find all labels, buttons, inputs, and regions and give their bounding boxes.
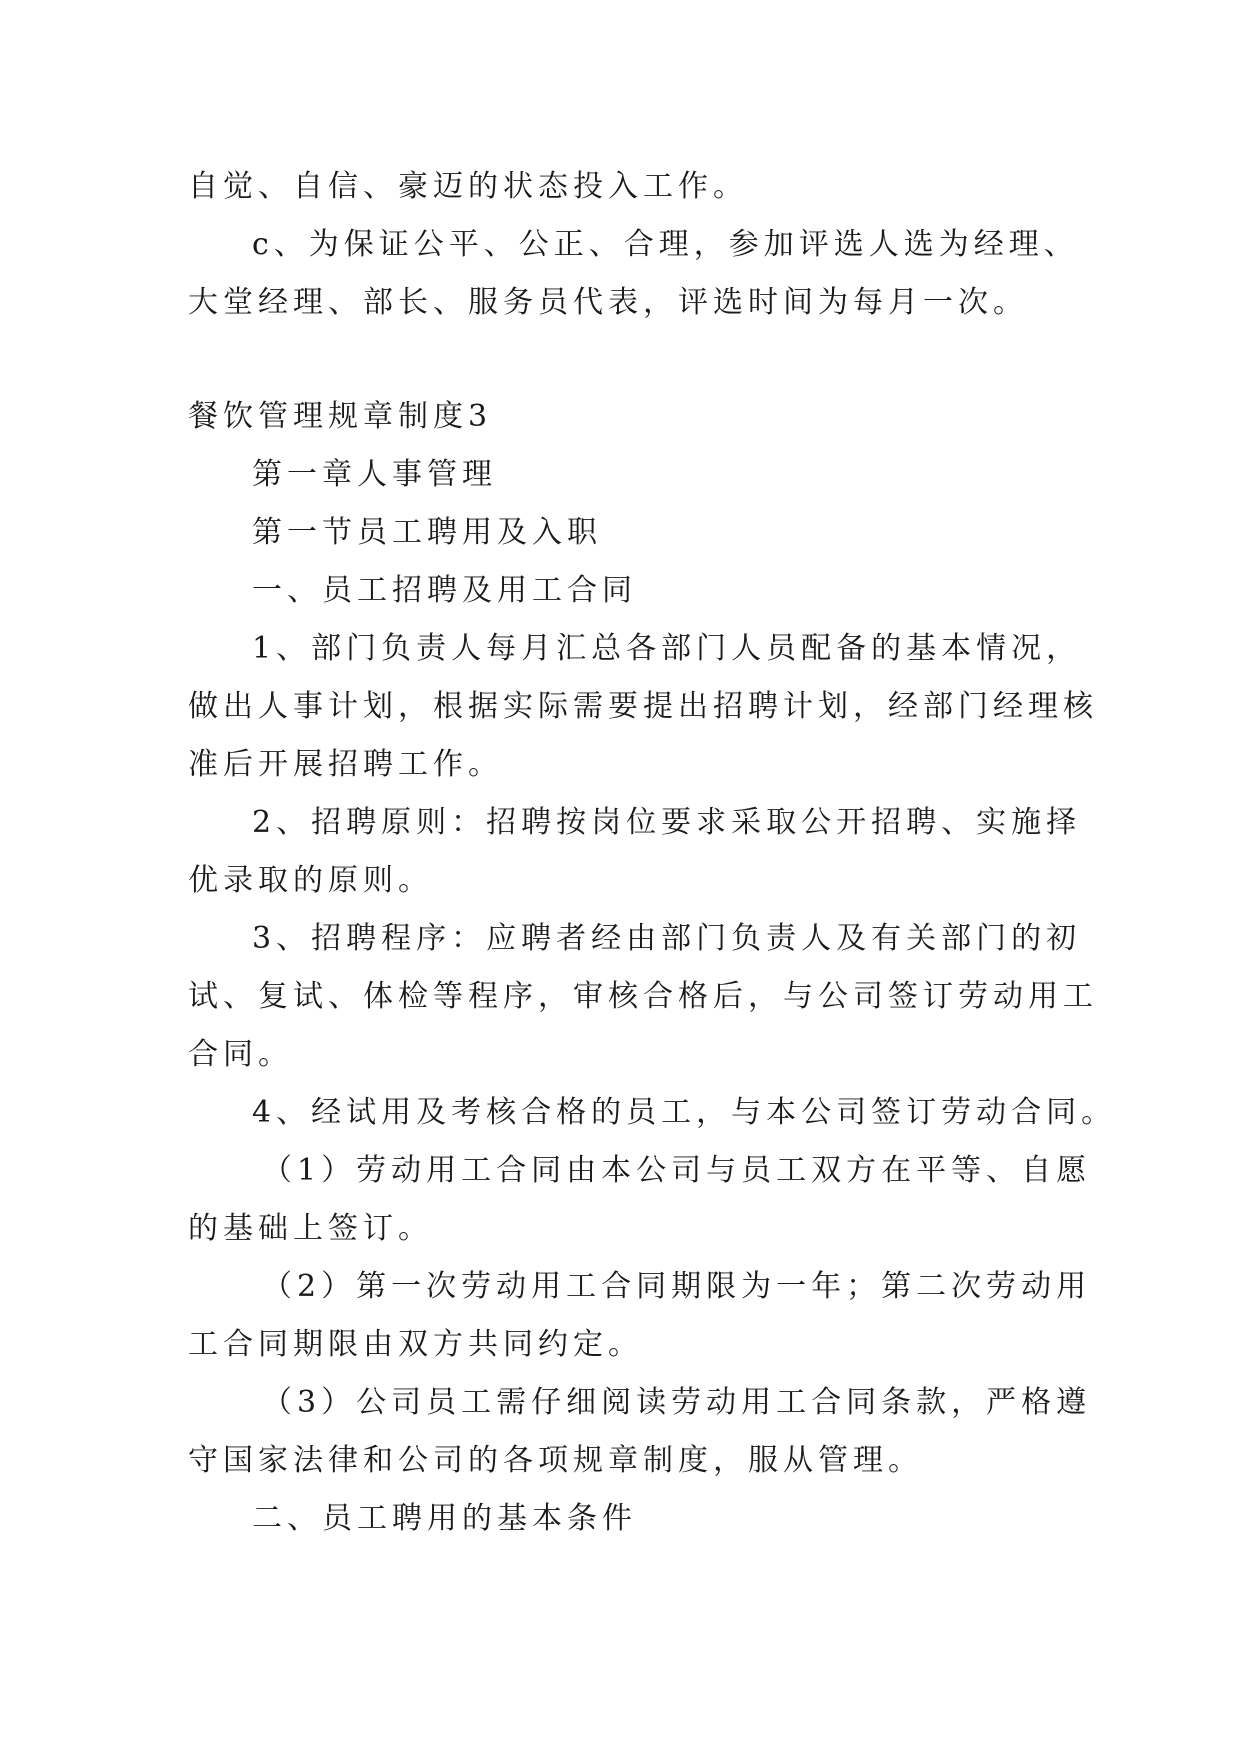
paragraph-line: （1）劳动用工合同由本公司与员工双方在平等、自愿 <box>262 1153 1092 1188</box>
paragraph-line: 3、招聘程序：应聘者经由部门负责人及有关部门的初 <box>252 921 1082 956</box>
paragraph-line: 试、复试、体检等程序，审核合格后，与公司签订劳动用工 <box>188 979 1098 1014</box>
subsection-heading: 二、员工聘用的基本条件 <box>252 1501 637 1536</box>
paragraph-line: （3）公司员工需仔细阅读劳动用工合同条款，严格遵 <box>262 1385 1092 1420</box>
paragraph-line: 的基础上签订。 <box>188 1211 433 1246</box>
paragraph-line: 做出人事计划，根据实际需要提出招聘计划，经部门经理核 <box>188 689 1098 724</box>
section-heading: 第一节员工聘用及入职 <box>252 515 602 550</box>
chapter-heading: 第一章人事管理 <box>252 457 497 492</box>
paragraph-line: 优录取的原则。 <box>188 863 433 898</box>
paragraph-line: （2）第一次劳动用工合同期限为一年；第二次劳动用 <box>262 1269 1092 1304</box>
paragraph-line: c、为保证公平、公正、合理，参加评选人选为经理、 <box>252 227 1079 262</box>
paragraph-line: 守国家法律和公司的各项规章制度，服从管理。 <box>188 1443 923 1478</box>
paragraph-line: 2、招聘原则：招聘按岗位要求采取公开招聘、实施择 <box>252 805 1082 840</box>
document-body <box>188 158 1117 1548</box>
subsection-heading: 一、员工招聘及用工合同 <box>252 573 637 608</box>
paragraph-line: 4、经试用及考核合格的员工，与本公司签订劳动合同。 <box>252 1095 1117 1130</box>
section-title: 餐饮管理规章制度3 <box>188 399 493 434</box>
paragraph-line: 大堂经理、部长、服务员代表，评选时间为每月一次。 <box>188 285 1028 320</box>
paragraph-line: 准后开展招聘工作。 <box>188 747 503 782</box>
paragraph-line: 合同。 <box>188 1037 293 1072</box>
paragraph-line: 工合同期限由双方共同约定。 <box>188 1327 643 1362</box>
paragraph-line: 1、部门负责人每月汇总各部门人员配备的基本情况， <box>252 631 1082 666</box>
paragraph-line: 自觉、自信、豪迈的状态投入工作。 <box>188 169 748 204</box>
